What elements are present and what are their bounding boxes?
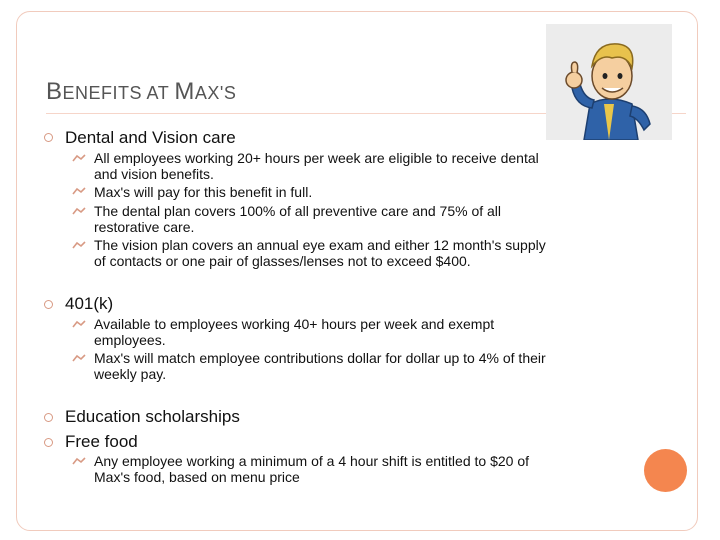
sub-line-1: Max's will pay for this benefit in full. bbox=[94, 184, 313, 200]
bullet-marker bbox=[44, 133, 53, 142]
bullet-marker bbox=[44, 413, 53, 422]
sub-line-1: Any employee working a minimum of a 4 hour shift is entitled to $20 of bbox=[94, 453, 529, 469]
title-cap-m: M bbox=[174, 78, 195, 105]
sub-line-1: All employees working 20+ hours per week are eligible to receive dental bbox=[94, 150, 539, 166]
title-cap-b: B bbox=[46, 78, 63, 105]
thumbs-up-mascot-icon bbox=[546, 24, 672, 140]
sub-bullet-icon bbox=[72, 320, 86, 328]
sub-bullet-icon bbox=[72, 241, 86, 249]
bullet-text: Free food bbox=[65, 432, 138, 451]
sub-bullet-icon bbox=[72, 457, 86, 465]
sub-line-2: restorative care. bbox=[94, 218, 195, 235]
bullet-marker bbox=[44, 438, 53, 447]
sub-line-1: The vision plan covers an annual eye exam and either 12 month's supply bbox=[94, 237, 546, 253]
sub-line-2: and vision benefits. bbox=[94, 165, 214, 182]
title-rest-2: AX'S bbox=[194, 83, 237, 103]
sub-bullet-icon bbox=[72, 207, 86, 215]
sub-line-1: The dental plan covers 100% of all preventive care and 75% of all bbox=[94, 203, 502, 219]
sub-line-2: employees. bbox=[94, 331, 166, 348]
sub-bullet-icon bbox=[72, 154, 86, 162]
sub-line-1: Available to employees working 40+ hours per week and exempt bbox=[94, 316, 495, 332]
bullet-marker bbox=[44, 300, 53, 309]
slide-title bbox=[46, 78, 236, 106]
sub-line-2: Max's food, based on menu price bbox=[94, 468, 300, 485]
title-rest-1: ENEFITS AT bbox=[62, 83, 175, 103]
bullet-text: Education scholarships bbox=[65, 407, 240, 426]
bullet-text: Dental and Vision care bbox=[65, 128, 236, 147]
sub-line-2: of contacts or one pair of glasses/lenses not to exceed $400. bbox=[94, 252, 471, 269]
sub-line-1: Max's will match employee contributions dollar for dollar up to 4% of their bbox=[94, 350, 546, 366]
bullet-text: 401(k) bbox=[65, 294, 114, 313]
sub-bullet-icon bbox=[72, 354, 86, 362]
mascot-image bbox=[546, 24, 672, 140]
sub-bullet-icon bbox=[72, 187, 86, 195]
decorative-orange-circle bbox=[644, 449, 687, 492]
sub-line-2: weekly pay. bbox=[94, 365, 167, 382]
